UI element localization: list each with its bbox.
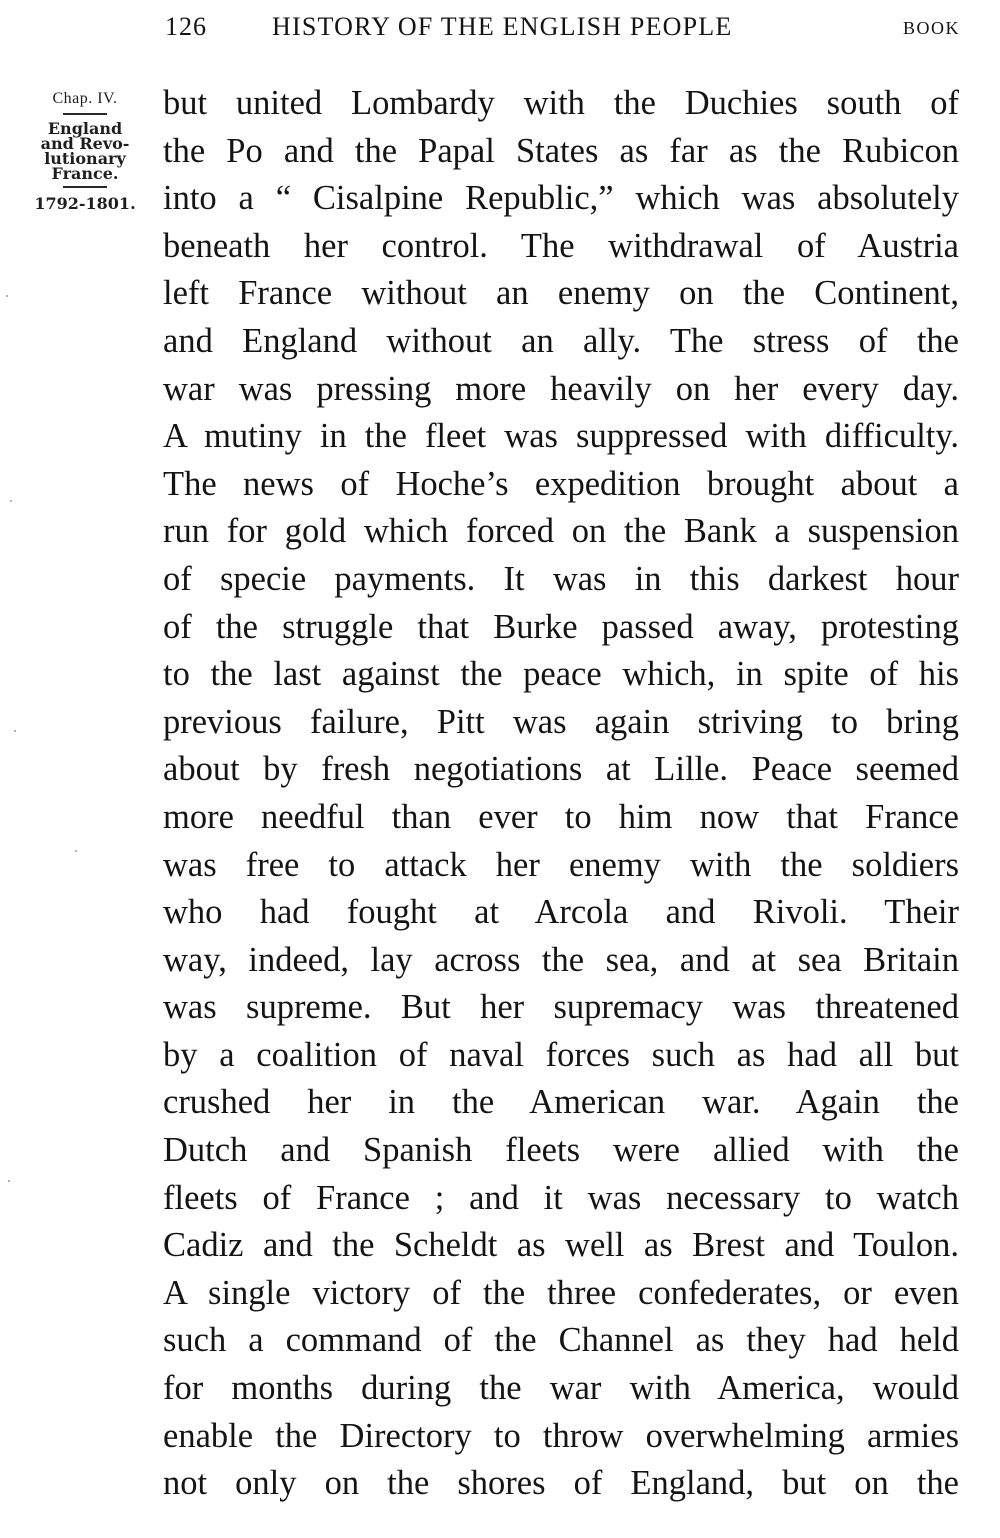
text-line: way, indeed, lay across the sea, and at sea Britain [163,940,959,979]
text-line: A single victory of the three confederates, or even [163,1273,959,1312]
text-line: previous failure, Pitt was again striving to bring [163,702,959,741]
text-line: but united Lombardy with the Duchies south of [163,84,959,122]
text-line: was supreme. But her supremacy was threatened [163,988,959,1027]
text-line: into a “ Cisalpine Republic,” which was absolutely [163,179,959,218]
page-number: 126 [165,12,207,41]
text-line: Dutch and Spanish fleets were allied with the [163,1131,959,1170]
scan-speck [6,295,8,297]
running-title: HISTORY OF THE ENGLISH PEOPLE [272,12,733,41]
chapter-label: Chap. IV. [52,90,118,107]
text-line: The news of Hoche’s expedition brought about a [163,464,959,503]
text-line: and England without an ally. The stress of the [163,321,959,360]
text-line: crushed her in the American war. Again the [163,1083,959,1122]
margin-divider [63,186,107,188]
text-line: A mutiny in the fleet was suppressed with difficulty. [163,417,959,456]
text-line: who had fought at Arcola and Rivoli. Their [163,893,959,932]
text-line: of specie payments. It was in this darkest hour [163,559,959,598]
text-line: Cadiz and the Scheldt as well as Brest and Toulon. [163,1226,959,1265]
text-line: by a coalition of naval forces such as had all but [163,1035,959,1074]
text-line: fleets of France ; and it was necessary to watch [163,1178,959,1217]
scan-speck [10,500,12,502]
topic-line: lutionary [44,149,126,168]
text-line: such a command of the Channel as they had held [163,1321,959,1360]
topic-line: France. [51,164,119,183]
text-line: of the struggle that Burke passed away, protesting [163,607,959,646]
scan-speck [75,850,77,852]
topic-line: England [47,119,123,138]
text-line: more needful than ever to him now that France [163,797,959,836]
text-line: about by fresh negotiations at Lille. Peace seemed [163,750,959,789]
text-line: for months during the war with America, would [163,1369,959,1408]
text-line: left France without an enemy on the Continent, [163,274,959,313]
text-line: the Po and the Papal States as far as the Rubicon [163,131,959,170]
text-line: beneath her control. The withdrawal of Austria [163,226,959,265]
text-line: to the last against the peace which, in spite of his [163,655,959,694]
running-head [165,12,960,48]
margin-divider [63,113,107,115]
text-line: enable the Directory to throw overwhelming armies [163,1416,959,1455]
text-line: war was pressing more heavily on her every day. [163,369,959,408]
body-text [163,80,959,1508]
scan-speck [8,1180,10,1182]
text-line: was free to attack her enemy with the soldiers [163,845,959,884]
text-line: run for gold which forced on the Bank a suspension [163,512,959,551]
margin-notes [20,90,150,213]
book-label: BOOK [902,18,960,38]
date-range: 1792-1801. [34,194,136,213]
text-line: not only on the shores of England, but on the [163,1464,959,1503]
topic-line: and Revo- [40,134,130,153]
scan-speck [14,730,16,732]
